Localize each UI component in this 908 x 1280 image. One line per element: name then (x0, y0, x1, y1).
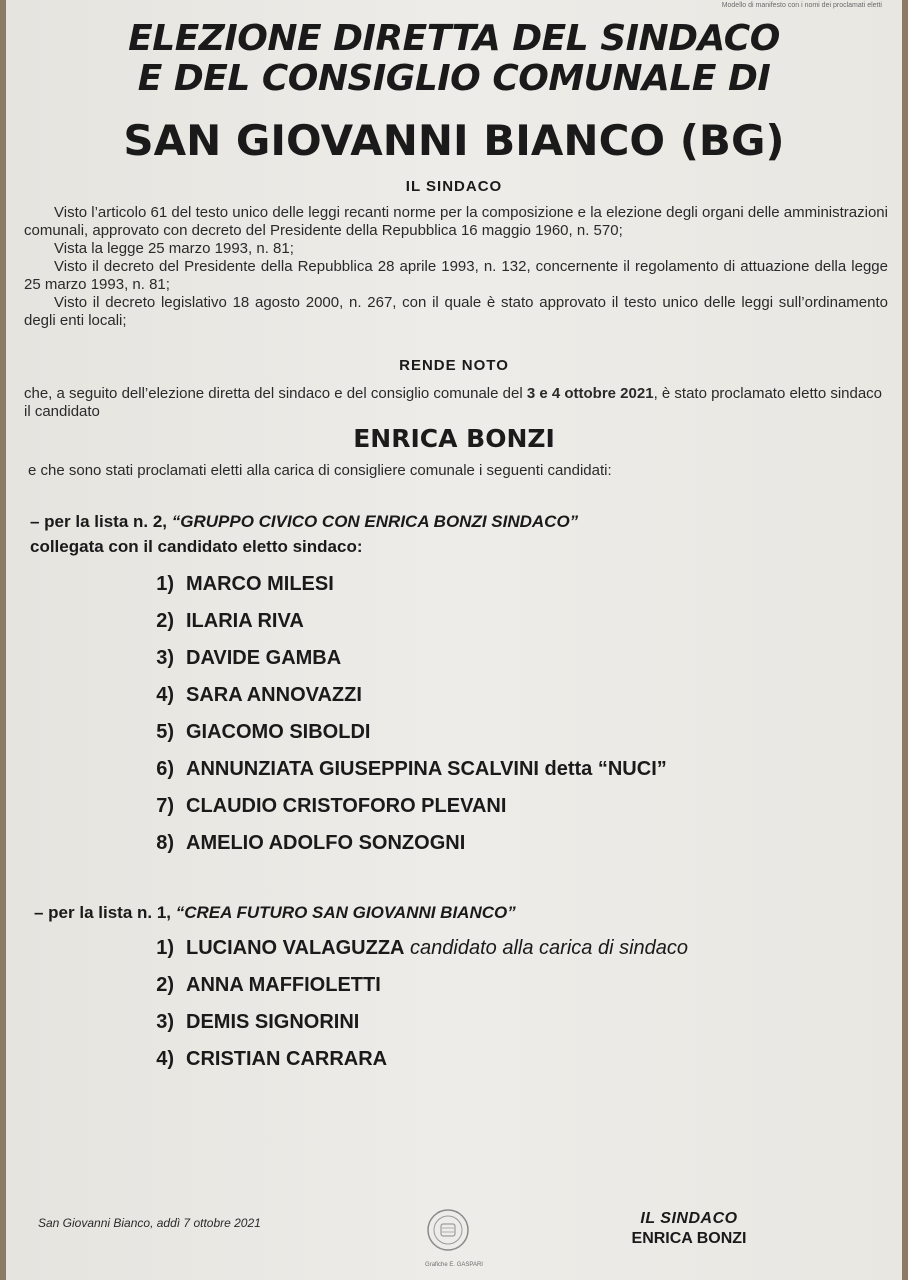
list-item-number: 4) (156, 1048, 174, 1070)
list-item-number: 1) (156, 937, 174, 959)
list-2-subline: collegata con il candidato eletto sindaco: (30, 537, 363, 556)
councillor-name: SARA ANNOVAZZI (186, 684, 362, 706)
councillor-name: ILARIA RIVA (186, 610, 304, 632)
list-item (132, 1009, 688, 1046)
councillor-name: ANNUNZIATA GIUSEPPINA SCALVINI detta “NUCI” (186, 758, 667, 780)
preamble-paragraph: Visto il decreto del Presidente della Repubblica 28 aprile 1993, n. 132, concernente il regolamento di attuazione della legge 25 marzo 1993, n. 81; (24, 258, 888, 293)
councillor-name: GIACOMO SIBOLDI (186, 721, 371, 743)
councillor-name: CRISTIAN CARRARA (186, 1048, 388, 1070)
list-item (132, 719, 667, 756)
councillor-name: MARCO MILESI (186, 573, 334, 595)
list-item (132, 935, 688, 972)
printer-credit: Grafiche E. GASPARI (425, 1262, 483, 1268)
list-2-name: “GRUPPO CIVICO CON ENRICA BONZI SINDACO” (171, 512, 579, 531)
councillor-name: DEMIS SIGNORINI (186, 1011, 360, 1033)
councillors-intro: e che sono stati proclamati eletti alla carica di consigliere comunale i seguenti candidati: (28, 462, 612, 479)
list-item (132, 756, 667, 793)
list-item (132, 571, 667, 608)
list-item (132, 830, 667, 867)
list-2-councillors (132, 571, 667, 867)
municipal-seal-icon (426, 1208, 470, 1252)
list-2-heading (30, 511, 578, 533)
list-1-prefix: – per la lista n. 1, (34, 903, 176, 922)
preamble-paragraph: Visto l’articolo 61 del testo unico delle leggi recanti norme per la composizione e la elezione degli organi delle amministrazioni comunali, approvato con decreto del Presidente della Repubblica 16 maggio 1960, n. 570; (24, 204, 888, 239)
list-item-number: 3) (156, 1011, 174, 1033)
list-item (132, 972, 688, 1009)
mayoral-candidate-note: candidato alla carica di sindaco (404, 937, 689, 959)
list-item-number: 1) (156, 573, 174, 595)
preamble-paragraph: Visto il decreto legislativo 18 agosto 2000, n. 267, con il quale è stato approvato il testo unico delle leggi sull’ordinamento degli enti locali; (24, 294, 888, 329)
announcement-text: che, a seguito dell’elezione diretta del sindaco e del consiglio comunale del (24, 385, 527, 402)
list-item (132, 608, 667, 645)
rende-noto-heading: RENDE NOTO (399, 357, 509, 374)
preamble-paragraph: Vista la legge 25 marzo 1993, n. 81; (54, 240, 294, 257)
list-item (132, 682, 667, 719)
announcement-text-end: , è stato proclamato eletto sindaco il candidato (24, 385, 883, 420)
legal-preamble (24, 204, 888, 330)
list-item-number: 7) (156, 795, 174, 817)
elected-mayor-name: ENRICA BONZI (353, 424, 555, 453)
list-1-councillors (132, 935, 688, 1083)
list-2-prefix: – per la lista n. 2, (30, 512, 172, 531)
election-dates: 3 e 4 ottobre 2021 (526, 385, 654, 402)
list-item-number: 2) (156, 974, 174, 996)
list-item-number: 4) (156, 684, 174, 706)
corner-note-line-2: Modello di manifesto con i nomi dei proclamati eletti (721, 2, 882, 9)
list-item-number: 5) (156, 721, 174, 743)
councillor-name: CLAUDIO CRISTOFORO PLEVANI (186, 795, 507, 817)
councillor-name: DAVIDE GAMBA (186, 647, 342, 669)
list-item (132, 1046, 688, 1083)
municipality-name: SAN GIOVANNI BIANCO (BG) (123, 116, 785, 165)
issuer-label: IL SINDACO (405, 178, 503, 195)
poster-title-line-1: ELEZIONE DIRETTA DEL SINDACO (128, 18, 780, 59)
list-item-number: 3) (156, 647, 174, 669)
corner-printer-note (722, 2, 882, 10)
signature-block (594, 1209, 784, 1249)
councillor-name: LUCIANO VALAGUZZA (186, 937, 405, 959)
place-and-date: San Giovanni Bianco, addì 7 ottobre 2021 (38, 1216, 261, 1230)
election-announcement (24, 385, 890, 421)
list-item (132, 793, 667, 830)
list-item-number: 2) (156, 610, 174, 632)
list-1-name: “CREA FUTURO SAN GIOVANNI BIANCO” (175, 903, 516, 922)
signature-name: ENRICA BONZI (631, 1230, 747, 1247)
list-item (132, 645, 667, 682)
election-poster (6, 0, 902, 1280)
list-1-heading (34, 902, 516, 924)
list-item-number: 6) (156, 758, 174, 780)
list-item-number: 8) (156, 832, 174, 854)
councillor-name: ANNA MAFFIOLETTI (186, 974, 381, 996)
poster-title-line-2: E DEL CONSIGLIO COMUNALE DI (137, 58, 771, 99)
signature-title: IL SINDACO (640, 1210, 738, 1227)
councillor-name: AMELIO ADOLFO SONZOGNI (186, 832, 466, 854)
